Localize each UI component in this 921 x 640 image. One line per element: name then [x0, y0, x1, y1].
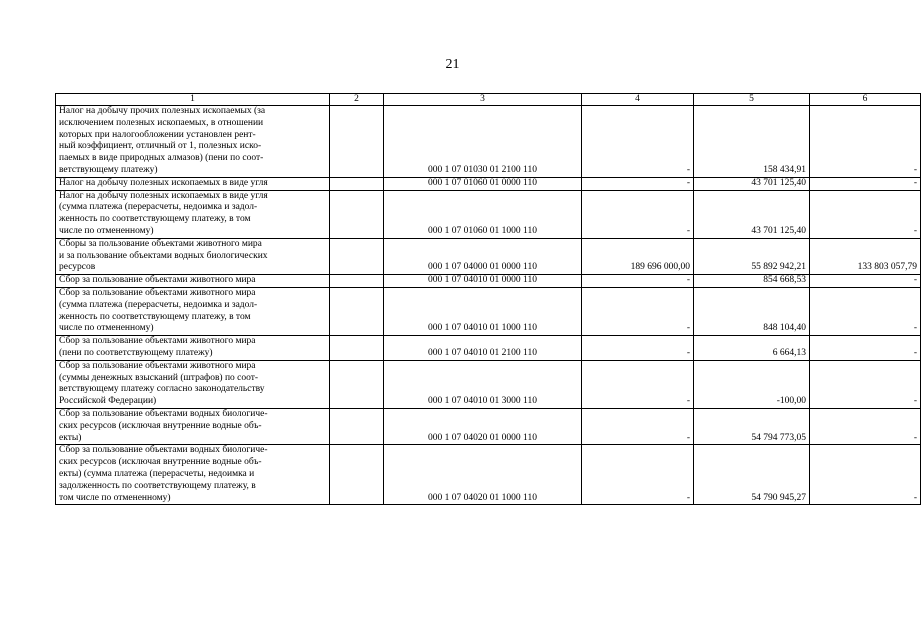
budget-classification-code: 000 1 07 04000 01 0000 110	[384, 238, 582, 274]
budget-classification-code: 000 1 07 04010 01 1000 110	[384, 287, 582, 335]
row-name: Сбор за пользование объектами животного мира (суммы денежных взысканий (штрафов) по соот- ветствующему платежу согласно законодательству Российской Федерации)	[56, 360, 330, 408]
row-col-2	[330, 445, 384, 505]
row-name: Сборы за пользование объектами животного мира и за пользование объектами водных биологических ресурсов	[56, 238, 330, 274]
unexecuted-amount: 133 803 057,79	[810, 238, 921, 274]
executed-amount: 158 434,91	[694, 106, 810, 178]
planned-amount: -	[582, 106, 694, 178]
column-header-2: 2	[330, 94, 384, 106]
budget-classification-code: 000 1 07 04020 01 1000 110	[384, 445, 582, 505]
executed-amount: 54 790 945,27	[694, 445, 810, 505]
planned-amount: -	[582, 190, 694, 238]
executed-amount: 854 668,53	[694, 275, 810, 288]
table-row	[56, 336, 921, 361]
row-name: Налог на добычу полезных ископаемых в виде угля (сумма платежа (перерасчеты, недоимка и задол- женность по соответствующему платежу, в том числе по отмененному)	[56, 190, 330, 238]
table-row	[56, 106, 921, 178]
row-name: Сбор за пользование объектами животного мира (сумма платежа (перерасчеты, недоимка и задол- женность по соответствующему платежу, в том числе по отмененному)	[56, 287, 330, 335]
page-number: 21	[445, 57, 460, 72]
executed-amount: 6 664,13	[694, 336, 810, 361]
planned-amount: 189 696 000,00	[582, 238, 694, 274]
table-row	[56, 408, 921, 444]
unexecuted-amount: -	[810, 190, 921, 238]
row-col-2	[330, 336, 384, 361]
executed-amount: 848 104,40	[694, 287, 810, 335]
table-row	[56, 190, 921, 238]
executed-amount: 43 701 125,40	[694, 177, 810, 190]
budget-classification-code: 000 1 07 04010 01 2100 110	[384, 336, 582, 361]
executed-amount: 54 794 773,05	[694, 408, 810, 444]
unexecuted-amount: -	[810, 408, 921, 444]
budget-classification-code: 000 1 07 04020 01 0000 110	[384, 408, 582, 444]
report-table	[55, 93, 921, 505]
budget-classification-code: 000 1 07 01060 01 1000 110	[384, 190, 582, 238]
row-name: Сбор за пользование объектами животного мира (пени по соответствующему платежу)	[56, 336, 330, 361]
unexecuted-amount: -	[810, 106, 921, 178]
planned-amount: -	[582, 177, 694, 190]
table-row	[56, 445, 921, 505]
unexecuted-amount: -	[810, 275, 921, 288]
row-name: Сбор за пользование объектами водных биологиче- ских ресурсов (исключая внутренние водные объ- екты) (сумма платежа (перерасчеты, недоимка и задолженность по соответствующему платежу, в том числе по отмененному)	[56, 445, 330, 505]
row-col-2	[330, 190, 384, 238]
column-header-3: 3	[384, 94, 582, 106]
budget-classification-code: 000 1 07 04010 01 0000 110	[384, 275, 582, 288]
row-name: Сбор за пользование объектами животного мира	[56, 275, 330, 288]
planned-amount: -	[582, 445, 694, 505]
budget-classification-code: 000 1 07 01030 01 2100 110	[384, 106, 582, 178]
table-row	[56, 177, 921, 190]
table-row	[56, 275, 921, 288]
unexecuted-amount: -	[810, 360, 921, 408]
unexecuted-amount: -	[810, 445, 921, 505]
table-row	[56, 360, 921, 408]
planned-amount: -	[582, 336, 694, 361]
planned-amount: -	[582, 287, 694, 335]
budget-classification-code: 000 1 07 04010 01 3000 110	[384, 360, 582, 408]
executed-amount: -100,00	[694, 360, 810, 408]
table-row	[56, 287, 921, 335]
column-header-4: 4	[582, 94, 694, 106]
unexecuted-amount: -	[810, 287, 921, 335]
planned-amount: -	[582, 360, 694, 408]
row-col-2	[330, 408, 384, 444]
row-col-2	[330, 106, 384, 178]
planned-amount: -	[582, 275, 694, 288]
table-row	[56, 238, 921, 274]
row-col-2	[330, 360, 384, 408]
row-col-2	[330, 287, 384, 335]
unexecuted-amount: -	[810, 336, 921, 361]
executed-amount: 43 701 125,40	[694, 190, 810, 238]
planned-amount: -	[582, 408, 694, 444]
executed-amount: 55 892 942,21	[694, 238, 810, 274]
row-name: Налог на добычу прочих полезных ископаемых (за исключением полезных ископаемых, в отношении которых при налогообложении установлен рент- ный коэффициент, отличный от 1, полезных иско- паемых в виде природных алмазов) (пени по соот- ветствующему платежу)	[56, 106, 330, 178]
row-col-2	[330, 275, 384, 288]
row-col-2	[330, 177, 384, 190]
budget-classification-code: 000 1 07 01060 01 0000 110	[384, 177, 582, 190]
column-header-1: 1	[56, 94, 330, 106]
row-name: Налог на добычу полезных ископаемых в виде угля	[56, 177, 330, 190]
column-header-6: 6	[810, 94, 921, 106]
column-number-row	[56, 94, 921, 106]
row-name: Сбор за пользование объектами водных биологиче- ских ресурсов (исключая внутренние водные объ- екты)	[56, 408, 330, 444]
column-header-5: 5	[694, 94, 810, 106]
row-col-2	[330, 238, 384, 274]
unexecuted-amount: -	[810, 177, 921, 190]
